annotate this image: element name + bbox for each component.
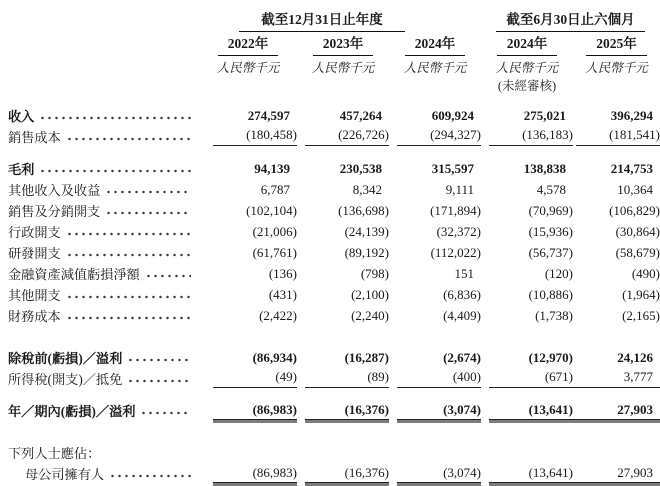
- dot-leader: [127, 375, 191, 387]
- cell-value: 4,578: [536, 181, 566, 197]
- dot-leader: [105, 207, 191, 219]
- cell-value: (171,894): [430, 202, 481, 218]
- cell-value: (21,006): [252, 223, 297, 239]
- row-label: 年／期內(虧損)／溢利: [8, 404, 136, 419]
- currency-unit-row: [0, 57, 660, 76]
- cell-value: 6,787: [260, 181, 290, 197]
- period-group-interim: [481, 8, 660, 32]
- row-profit-loss-for-period: [0, 400, 660, 421]
- cell-value: 275,021: [523, 107, 566, 123]
- cell-value: 230,538: [339, 160, 382, 176]
- row-label: 收入: [8, 109, 35, 124]
- currency-unit-label: 人民幣千元: [216, 60, 280, 75]
- currency-unit-label: 人民幣千元: [311, 60, 375, 75]
- dot-leader: [140, 407, 191, 419]
- cell-value: (12,970): [528, 349, 573, 365]
- cell-value: (6,836): [443, 286, 481, 302]
- dot-leader: [109, 470, 191, 482]
- cell-value: 214,753: [610, 160, 653, 176]
- row-revenue: [0, 105, 660, 126]
- unaudited-note: (未經審核): [497, 79, 557, 93]
- cell-value: (58,679): [615, 244, 660, 260]
- cell-value: (4,409): [443, 307, 481, 323]
- cell-value: (2,100): [351, 286, 389, 302]
- currency-unit-label: 人民幣千元: [403, 60, 467, 75]
- cell-value: (32,372): [436, 223, 481, 239]
- cell-value: (10,886): [528, 286, 573, 302]
- dot-leader: [66, 291, 191, 303]
- cell-value: (2,674): [443, 349, 481, 365]
- cell-value: 315,597: [431, 160, 474, 176]
- cell-value: 3,777: [569, 369, 660, 388]
- row-finance-costs: [0, 305, 660, 326]
- cell-value: (136,698): [338, 202, 389, 218]
- cell-value: 8,342: [352, 181, 382, 197]
- cell-value: 274,597: [247, 107, 290, 123]
- row-label: 金融資產減值虧損淨額: [8, 267, 140, 282]
- cell-value: (798): [360, 265, 389, 281]
- cell-value: (181,541): [576, 127, 660, 146]
- year-label: 2023年: [313, 31, 374, 56]
- cell-value: (86,983): [213, 402, 297, 420]
- cell-value: (61,761): [252, 244, 297, 260]
- cell-value: (1,738): [535, 307, 573, 323]
- row-label: 其他收入及收益: [8, 183, 101, 198]
- cell-value: 609,924: [431, 107, 474, 123]
- cell-value: 457,264: [339, 107, 382, 123]
- cell-value: 27,903: [569, 465, 660, 483]
- cell-value: 24,126: [617, 349, 653, 365]
- cell-value: (226,726): [305, 127, 389, 146]
- cell-value: (136,183): [489, 127, 573, 146]
- dot-leader: [66, 133, 191, 145]
- row-label: 銷售成本: [8, 130, 61, 145]
- cell-value: (120): [544, 265, 573, 281]
- row-label: 其他開支: [8, 288, 61, 303]
- cell-value: 138,838: [523, 160, 566, 176]
- row-rd-expenses: [0, 242, 660, 263]
- year-col-2024-interim: [481, 31, 573, 56]
- cell-value: (3,074): [397, 465, 481, 483]
- row-profit-loss-before-tax: [0, 347, 660, 368]
- row-label: 下列人士應佔：: [8, 446, 101, 461]
- cell-value: (112,022): [430, 244, 481, 260]
- cell-value: (49): [213, 369, 297, 388]
- dot-leader: [66, 249, 191, 261]
- cell-value: (86,983): [213, 465, 297, 483]
- cell-value: (24,139): [344, 223, 389, 239]
- period-group-annual: [199, 8, 481, 32]
- row-label: 財務成本: [8, 309, 61, 324]
- cell-value: (2,165): [622, 307, 660, 323]
- cell-value: (3,074): [397, 402, 481, 420]
- year-label: 2024年: [497, 31, 558, 56]
- year-col-2024: [389, 31, 481, 56]
- cell-value: (16,287): [344, 349, 389, 365]
- row-label: 除稅前(虧損)／溢利: [8, 351, 123, 366]
- cell-value: (70,969): [528, 202, 573, 218]
- dot-leader: [39, 165, 191, 177]
- cell-value: (106,829): [609, 202, 660, 218]
- row-other-income-gains: [0, 179, 660, 200]
- year-header-row: [0, 31, 660, 54]
- cell-value: 27,903: [569, 402, 660, 420]
- dot-leader: [66, 228, 191, 240]
- cell-value: (671): [489, 369, 573, 388]
- cell-value: 151: [454, 265, 474, 281]
- cell-value: 94,139: [254, 160, 290, 176]
- year-label: 2022年: [218, 31, 279, 56]
- cell-value: (102,104): [246, 202, 297, 218]
- row-label: 母公司擁有人: [25, 467, 105, 482]
- cell-value: (16,376): [305, 402, 389, 420]
- row-label: 研發開支: [8, 246, 61, 261]
- unaudited-note-row: [0, 76, 660, 93]
- cell-value: 396,294: [610, 107, 653, 123]
- cell-value: (56,737): [528, 244, 573, 260]
- row-label: 行政開支: [8, 225, 61, 240]
- year-col-2022: [199, 31, 297, 56]
- year-label: 2024年: [405, 31, 466, 56]
- cell-value: (89): [305, 369, 389, 388]
- row-label: 銷售及分銷開支: [8, 204, 101, 219]
- row-other-expenses: [0, 284, 660, 305]
- cell-value: (136): [268, 265, 297, 281]
- cell-value: (294,327): [397, 127, 481, 146]
- row-selling-distribution-expenses: [0, 200, 660, 221]
- dot-leader: [66, 312, 191, 324]
- row-owners-of-parent: [0, 463, 660, 484]
- cell-value: (15,936): [528, 223, 573, 239]
- dot-leader: [39, 112, 191, 124]
- currency-unit-label: 人民幣千元: [495, 60, 559, 75]
- period-group-header-row: [0, 8, 660, 30]
- cell-value: (400): [397, 369, 481, 388]
- currency-unit-label: 人民幣千元: [585, 60, 648, 75]
- dot-leader: [105, 186, 191, 198]
- cell-value: (13,641): [489, 402, 573, 420]
- financial-table-body: [0, 105, 660, 484]
- cell-value: (30,864): [615, 223, 660, 239]
- row-cost-of-sales: [0, 126, 660, 147]
- period-group-annual-label: 截至12月31日止年度: [239, 8, 405, 32]
- cell-value: 10,364: [617, 181, 653, 197]
- row-income-tax: [0, 368, 660, 389]
- cell-value: (431): [268, 286, 297, 302]
- cell-value: (16,376): [305, 465, 389, 483]
- dot-leader: [127, 354, 191, 366]
- cell-value: 9,111: [445, 181, 474, 197]
- year-col-2023: [297, 31, 389, 56]
- year-col-2025-interim: [573, 31, 660, 56]
- cell-value: (490): [631, 265, 660, 281]
- cell-value: (13,641): [489, 465, 573, 483]
- row-label: 所得稅(開支)／抵免: [8, 372, 123, 387]
- cell-value: (180,458): [213, 127, 297, 146]
- row-attributable-to-heading: [0, 442, 660, 463]
- row-impairment-losses-financial-assets: [0, 263, 660, 284]
- cell-value: (89,192): [344, 244, 389, 260]
- row-label: 毛利: [8, 162, 35, 177]
- row-administrative-expenses: [0, 221, 660, 242]
- cell-value: (86,934): [252, 349, 297, 365]
- cell-value: (1,964): [622, 286, 660, 302]
- cell-value: (2,240): [351, 307, 389, 323]
- year-label: 2025年: [586, 31, 647, 56]
- row-gross-profit: [0, 158, 660, 179]
- cell-value: (2,422): [259, 307, 297, 323]
- dot-leader: [145, 270, 191, 282]
- period-group-interim-label: 截至6月30日止六個月: [496, 8, 644, 32]
